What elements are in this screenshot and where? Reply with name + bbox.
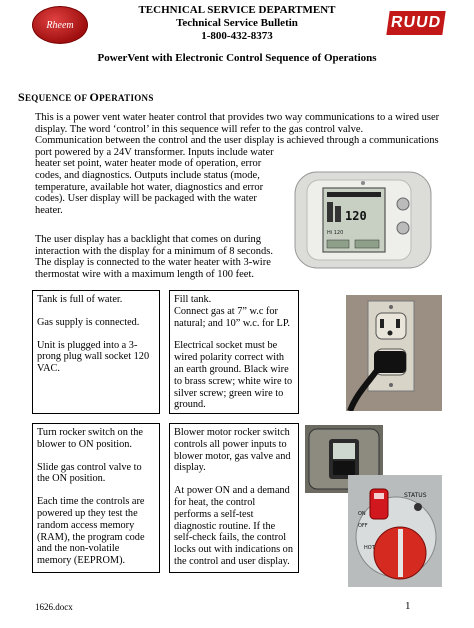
- backlight-line: thermostat wire with a maximum length of 100 feet.: [35, 268, 254, 280]
- row1-left-text: Tank is full of water.: [37, 294, 123, 305]
- row2-left-box: [32, 423, 160, 573]
- row2-right-text: Blower motor rocker switch controls all power inputs to blower motor, gas valve and display.: [174, 427, 291, 474]
- row2-left-text: Slide gas control valve to the ON position.: [37, 461, 142, 485]
- intro-line: port powered by a 24V transformer. Inputs include water: [35, 146, 274, 158]
- section-rest-2: PERATIONS: [99, 93, 154, 103]
- intro-line: codes, and diagnostics. Outputs include status (mode,: [35, 169, 260, 181]
- user-display-image: [293, 170, 433, 270]
- row2-left-text: Each time the controls are powered up they test the random access memory (RAM), the program code and the non-volatile memory (EEPROM).: [37, 496, 145, 567]
- row1-right-text: Electrical socket must be wired polarity correct with an earth ground. Black wire to brass screw; white wire to silver screw; green wire to ground.: [174, 340, 293, 411]
- footer-page-number: 1: [405, 600, 411, 612]
- rheem-logo-text: Rheem: [46, 19, 74, 31]
- intro-line: This is a power vent water heater control that provides two way communications to a wired user: [35, 112, 440, 123]
- row1-right-text: Fill tank. Connect gas at 7” w.c for natural; and 10” w.c. for LP.: [174, 294, 290, 329]
- section-cap-s: S: [18, 90, 25, 104]
- intro-line: Communication between the control and the user display is achieved through a communications: [35, 135, 439, 147]
- backlight-line: interaction with the display for a minimum of 8 seconds.: [35, 245, 273, 257]
- valve-on-label: ON: [358, 511, 366, 517]
- intro-line: heater set point, water heater mode of operation, error: [35, 158, 262, 170]
- backlight-paragraph: [35, 234, 325, 280]
- valve-status-label: STATUS: [404, 492, 427, 499]
- row2-right-text: At power ON and a demand for heat, the control performs a self-test diagnostic routine. If the self-check fails, the control locks out with indications on the control and user display.: [174, 485, 293, 567]
- section-heading: [18, 90, 154, 105]
- row2-right-box: [169, 423, 299, 573]
- intro-line: display. The word ‘control’ in this sequence will refer to the gas control valve.: [35, 123, 364, 135]
- row1-left-box: [32, 290, 160, 414]
- header-bulletin: Technical Service Bulletin: [176, 17, 298, 29]
- footer-filename: 1626.docx: [35, 602, 73, 612]
- row1-right-box: [169, 290, 299, 414]
- valve-off-label: OFF: [358, 523, 368, 529]
- wall-socket-image: [346, 295, 442, 411]
- intro-line: temperature, available hot water, diagnostics and error: [35, 181, 264, 193]
- intro-line: codes). User display will be packaged with the water: [35, 193, 257, 205]
- ruud-logo: [386, 11, 445, 35]
- header-dept: TECHNICAL SERVICE DEPARTMENT: [138, 4, 336, 16]
- display-temp: 120: [345, 209, 367, 223]
- intro-line: heater.: [35, 204, 63, 216]
- row2-left-text: Turn rocker switch on the blower to ON position.: [37, 427, 144, 450]
- gas-valve-image: [348, 475, 442, 587]
- page-title: PowerVent with Electronic Control Sequence of Operations: [97, 52, 377, 64]
- section-rest-1: EQUENCE OF: [24, 93, 90, 103]
- section-cap-o: O: [89, 90, 100, 104]
- row1-left-text: Unit is plugged into a 3-prong plug wall socket 120 VAC.: [37, 339, 150, 375]
- row1-left-text: Gas supply is connected.: [37, 316, 140, 328]
- backlight-line: The display is connected to the water heater with 3-wire: [35, 257, 271, 269]
- backlight-line: The user display has a backlight that comes on during: [35, 234, 261, 245]
- valve-hot-label: HOT: [364, 545, 375, 551]
- ruud-logo-text: RUUD: [389, 14, 443, 31]
- header-phone: 1-800-432-8373: [201, 30, 273, 42]
- display-mode: Hi 120: [327, 230, 344, 236]
